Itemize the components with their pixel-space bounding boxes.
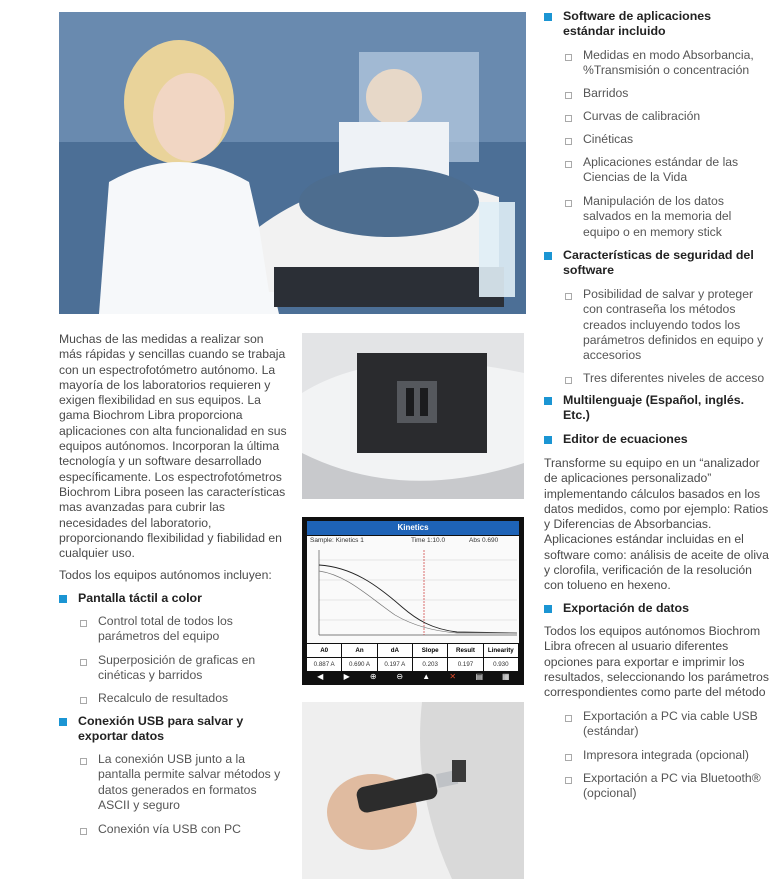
list-item: Recalculo de resultados xyxy=(98,691,229,705)
list-item: Tres diferentes niveles de acceso xyxy=(583,371,765,385)
bullet-square-icon xyxy=(565,377,572,384)
list-item: Aplicaciones estándar de las Ciencias de la Vida xyxy=(583,155,739,185)
bullet-square-icon xyxy=(80,828,87,835)
heading-equation-editor: Editor de ecuaciones xyxy=(563,432,688,446)
all-include-text: Todos los equipos autónomos incluyen: xyxy=(59,568,272,582)
value-da: 0.197 A xyxy=(378,658,412,671)
value-an: 0.690 A xyxy=(342,658,376,671)
bullet-square-icon xyxy=(565,115,572,122)
arrow-right-icon[interactable]: ▶ xyxy=(343,672,350,681)
value-slope: 0.203 xyxy=(413,658,447,671)
header-da: dA xyxy=(378,644,412,657)
export-paragraph: Todos los equipos autónomos Biochrom Libra ofrecen al usuario diferentes opciones para exportar e imprimir los resultados, seleccionando los parámetros correspondientes como parte del método xyxy=(544,624,769,700)
value-linearity: 0.930 xyxy=(484,658,518,671)
bullet-square-icon xyxy=(565,777,572,784)
kinetics-screen xyxy=(302,517,524,685)
list-item: Manipulación de los datos salvados en la memoria del equipo o en memory stick xyxy=(583,194,732,239)
screen-time: Time 1:10.0 xyxy=(411,537,446,544)
list-item: Curvas de calibración xyxy=(583,109,701,123)
bullet-square-icon xyxy=(80,620,87,627)
heading-usb: Conexión USB para salvar y exportar datos xyxy=(78,714,244,743)
section-square-icon xyxy=(544,13,552,21)
heading-software: Software de aplicaciones estándar incluido xyxy=(563,9,712,38)
list-item: Exportación a PC via Bluetooth® (opcional) xyxy=(583,771,761,801)
list-item: Superposición de graficas en cinéticas y barridos xyxy=(98,653,256,683)
bullet-square-icon xyxy=(80,758,87,765)
section-square-icon xyxy=(59,595,67,603)
header-result: Result xyxy=(448,644,482,657)
heading-touchscreen: Pantalla táctil a color xyxy=(78,591,202,605)
heading-multilanguage: Multilenguaje (Español, inglés. Etc.) xyxy=(563,393,745,422)
header-an: An xyxy=(342,644,376,657)
kinetics-plot xyxy=(307,536,519,643)
cuvette-slot-photo xyxy=(302,333,524,499)
list-item: Cinéticas xyxy=(583,132,634,146)
bullet-square-icon xyxy=(565,161,572,168)
save-icon[interactable]: ▤ xyxy=(475,672,484,681)
screen-sample: Sample: Kinetics 1 xyxy=(310,537,364,544)
zoom-in-icon[interactable]: ⊕ xyxy=(369,672,377,681)
results-header-row xyxy=(307,644,519,657)
list-item: Medidas en modo Absorbancia, %Transmisión o concentración xyxy=(583,48,754,78)
screen-title: Kinetics xyxy=(307,521,519,535)
bullet-square-icon xyxy=(565,293,572,300)
header-linearity: Linearity xyxy=(484,644,518,657)
header-a0: A0 xyxy=(307,644,341,657)
bullet-square-icon xyxy=(80,697,87,704)
section-square-icon xyxy=(59,718,67,726)
bullet-square-icon xyxy=(565,754,572,761)
list-item: Impresora integrada (opcional) xyxy=(583,748,749,762)
intro-paragraph: Muchas de las medidas a realizar son más rápidas y sencillas cuando se trabaja con un espectrofotómetro autónomo. La mayoría de los laboratorios requieren y exigen flexibilidad en sus equipos. La gama Biochrom Libra proporciona aplicaciones con alta funcionalidad en sus equipos autónomos. Incorporan la última tecnología y un software desarrollado específicamente. Los espectrofotómetros Biochrom Libra poseen las características mas avanzadas para cubrir las necesidades del laboratorio, proporcionando flexibilidad y fiabilidad en cualquier uso. xyxy=(59,332,287,561)
print-icon[interactable]: ▦ xyxy=(501,672,510,681)
close-icon[interactable]: ✕ xyxy=(449,672,457,681)
equation-paragraph: Transforme su equipo en un “analizador de aplicaciones personalizado” implementando cálculos basados en los datos medidos, como por ejemplo: Ratios y Diferencias de Absorbancias. Aplicaciones estándar incluidas en el software como: análisis de aceite de oliva y clorofila, verificación de la resolución con tolueno en hexeno. xyxy=(544,456,769,593)
list-item: La conexión USB junto a la pantalla permite salvar métodos y datos generados en formatos ASCII y seguro xyxy=(98,752,281,812)
value-result: 0.197 xyxy=(448,658,482,671)
value-a0: 0.887 A xyxy=(307,658,341,671)
list-item: Barridos xyxy=(583,86,629,100)
lab-photo xyxy=(59,12,526,314)
section-square-icon xyxy=(544,397,552,405)
section-square-icon xyxy=(544,605,552,613)
bullet-square-icon xyxy=(565,138,572,145)
list-item: Posibilidad de salvar y proteger con contraseña los métodos creados incluyendo todos los parámetros definidos en equipo y accesorios xyxy=(583,287,764,363)
bullet-square-icon xyxy=(80,659,87,666)
header-slope: Slope xyxy=(413,644,447,657)
screen-toolbar xyxy=(307,672,519,683)
section-square-icon xyxy=(544,252,552,260)
up-arrow-icon[interactable]: ▲ xyxy=(422,672,431,681)
results-value-row xyxy=(307,658,519,671)
bullet-square-icon xyxy=(565,92,572,99)
heading-security: Características de seguridad del software xyxy=(563,248,754,277)
list-item: Control total de todos los parámetros del equipo xyxy=(98,614,233,644)
screen-abs: Abs 0.690 xyxy=(469,537,499,544)
bullet-square-icon xyxy=(565,54,572,61)
heading-export: Exportación de datos xyxy=(563,601,689,615)
arrow-left-icon[interactable]: ◀ xyxy=(317,672,324,681)
bullet-square-icon xyxy=(565,200,572,207)
usb-stick-photo xyxy=(302,702,524,879)
list-item: Conexión vía USB con PC xyxy=(98,822,241,836)
list-item: Exportación a PC via cable USB (estándar) xyxy=(583,709,758,739)
section-square-icon xyxy=(544,436,552,444)
zoom-out-icon[interactable]: ⊖ xyxy=(396,672,404,681)
bullet-square-icon xyxy=(565,715,572,722)
